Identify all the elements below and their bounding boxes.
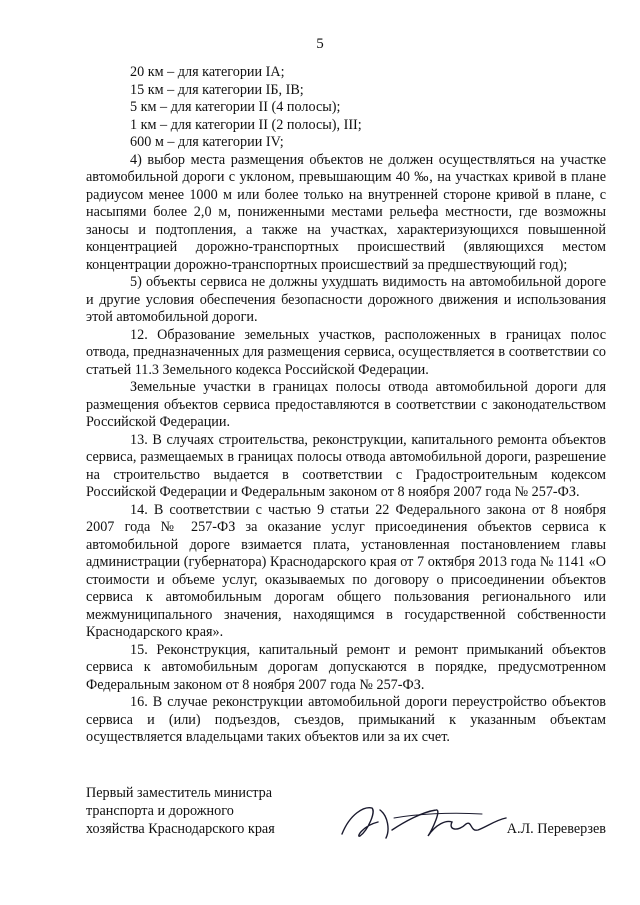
paragraph: 16. В случае реконструкции автомобильной дороги переустройство объектов сервиса и (или) подъездов, съездов, примыканий к указанным объектам осуществляется владельцами таких объектов или за их счет.	[86, 694, 606, 745]
paragraph: 15. Реконструкция, капитальный ремонт и ремонт примыканий объектов сервиса к автомобильным дорогам допускаются в порядке, предусмотренном Федеральным законом от 8 ноября 2007 года № 257-ФЗ.	[86, 641, 606, 693]
signatory-title-line: хозяйства Краснодарского края	[86, 821, 275, 837]
paragraph: 13. В случаях строительства, реконструкции, капитального ремонта объектов сервиса, размещаемых в границах полосы отвода автомобильной дороги, разрешение на строительство выдается в соответствии с Градостроительным кодексом Российской Федерации и Федеральным законом от 8 ноября 2007 года № 257-ФЗ.	[86, 431, 606, 500]
paragraph: Земельные участки в границах полосы отвода автомобильной дороги для размещения объектов сервиса предоставляются в соответствии с законодательством Российской Федерации.	[86, 379, 606, 430]
signatory-name: А.Л. Переверзев	[506, 821, 606, 837]
paragraph: 14. В соответствии с частью 9 статьи 22 Федерального закона от 8 ноября 2007 года № 257-ФЗ за оказание услуг присоединения объектов сервиса к автомобильной дороге взимается плата, установленная постановлением главы администрации (губернатора) Краснодарского края от 7 октября 2013 года № 1141 «О стоимости и объеме услуг, оказываемых по договору о присоединении объектов сервиса к автомобильным дорогам общего пользования регионального или межмуниципального значения, находящимся в государственной собственности Краснодарского края».	[86, 501, 606, 640]
paragraph: 600 м – для категории IV;	[130, 134, 284, 150]
paragraph: 5 км – для категории II (4 полосы);	[130, 99, 341, 115]
signature-block	[86, 784, 606, 854]
paragraph: 4) выбор места размещения объектов не должен осуществляться на участке автомобильной дороги с уклоном, превышающим 40 ‰, на участках кривой в плане радиусом менее 1000 м или более только на внутренней стороне кривой в плане, с насыпями более 2,0 м, пониженными местами рельефа местности, где возможны заносы и подтопления, а также на участках, характеризующихся повышенной концентрацией дорожно-транспортных происшествий (являющихся местом концентрации дорожно-транспортных происшествий за предшествующий год);	[86, 151, 606, 273]
signatory-title-line: Первый заместитель министра	[86, 785, 273, 801]
signatory-title	[86, 784, 275, 838]
signatory-title-line: транспорта и дорожного	[86, 803, 234, 819]
page-number: 5	[316, 36, 324, 52]
paragraph: 1 км – для категории II (2 полосы), III;	[130, 116, 362, 133]
paragraph: 15 км – для категории IБ, IB;	[130, 81, 304, 98]
document-body	[86, 64, 606, 747]
paragraph: 20 км – для категории IA;	[130, 64, 285, 80]
handwritten-signature	[332, 800, 512, 844]
paragraph: 12. Образование земельных участков, расположенных в границах полос отвода, предназначенных для размещения сервиса, осуществляется в соответствии со статьей 11.3 Земельного кодекса Российской Федерации.	[86, 326, 606, 378]
paragraph: 5) объекты сервиса не должны ухудшать видимость на автомобильной дороге и другие условия обеспечения безопасности дорожного движения и использования этой автомобильной дороги.	[86, 274, 606, 325]
